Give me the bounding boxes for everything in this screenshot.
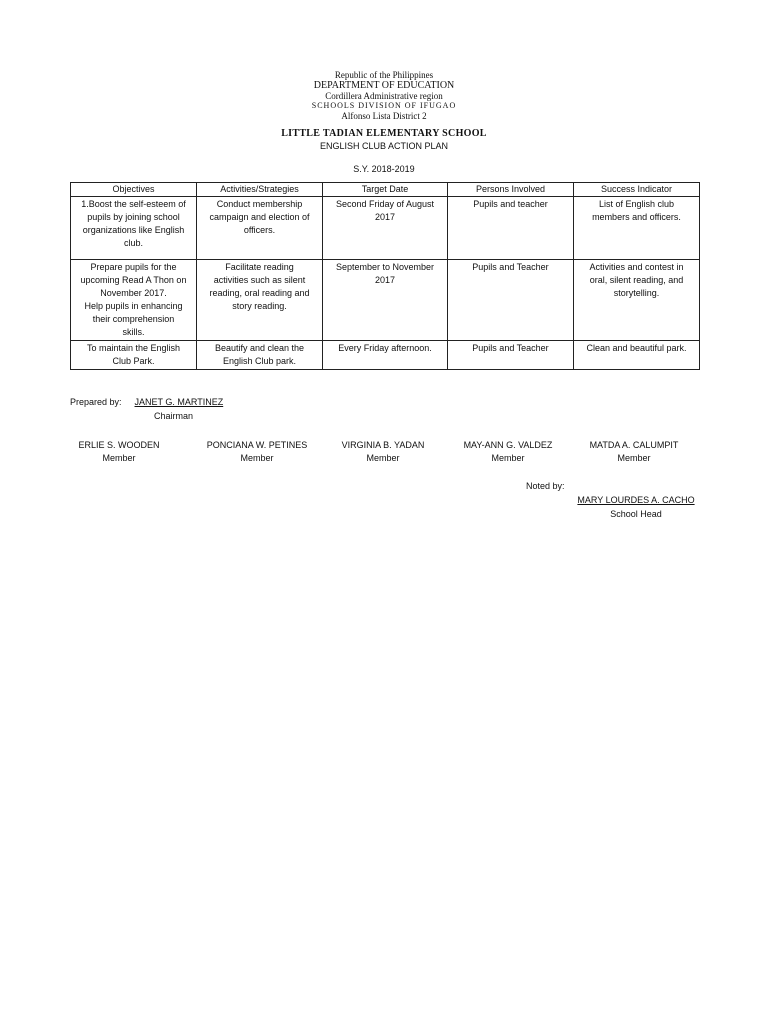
member-name: ERLIE S. WOODEN	[78, 440, 160, 450]
column-header-activities: Activities/Strategies	[197, 183, 323, 197]
cell-text: campaign and election of	[209, 212, 310, 222]
cell-text: oral, silent reading, and	[589, 275, 684, 285]
cell-text: storytelling.	[613, 288, 660, 298]
header-republic: Republic of the Philippines	[334, 70, 434, 80]
cell-indicator	[574, 341, 700, 370]
table-row	[71, 197, 700, 260]
cell-target-date	[323, 260, 448, 341]
cell-text: November 2017.	[100, 288, 167, 298]
cell-text: their comprehension	[92, 314, 175, 324]
cell-activities	[197, 341, 323, 370]
column-header-target-date: Target Date	[323, 183, 448, 197]
table-row	[71, 260, 700, 341]
cell-objectives	[71, 197, 197, 260]
action-plan-table	[70, 182, 700, 370]
header-department: DEPARTMENT OF EDUCATION	[313, 80, 455, 91]
school-year: S.Y. 2018-2019	[353, 164, 415, 174]
cell-indicator	[574, 260, 700, 341]
cell-text: Facilitate reading	[225, 262, 294, 272]
member-role: Member	[617, 453, 651, 463]
cell-target-date	[323, 341, 448, 370]
cell-text: story reading.	[232, 301, 287, 311]
cell-text: Prepare pupils for the	[90, 262, 177, 272]
cell-activities	[197, 260, 323, 341]
cell-text: Second Friday of August	[335, 199, 435, 209]
table-header-row	[71, 183, 700, 197]
member-role: Member	[240, 453, 274, 463]
cell-text: organizations like English	[82, 225, 185, 235]
cell-text: Clean and beautiful park.	[586, 343, 687, 353]
cell-text: activities such as silent	[213, 275, 306, 285]
header-district: Alfonso Lista District 2	[341, 111, 427, 121]
cell-objectives	[71, 260, 197, 341]
table-row	[71, 341, 700, 370]
school-head-role: School Head	[610, 509, 662, 519]
member-role: Member	[102, 453, 136, 463]
cell-persons	[448, 260, 574, 341]
prepared-by-label: Prepared by:	[70, 397, 122, 407]
cell-persons	[448, 341, 574, 370]
cell-text: pupils by joining school	[87, 212, 180, 222]
cell-text: Beautify and clean the	[214, 343, 305, 353]
cell-text: reading, oral reading and	[209, 288, 310, 298]
cell-text: Every Friday afternoon.	[338, 343, 432, 353]
cell-text: September to November	[335, 262, 435, 272]
cell-text: members and officers.	[592, 212, 681, 222]
cell-text: Club Park.	[112, 356, 155, 366]
member-signatory	[318, 439, 448, 465]
column-header-indicator: Success Indicator	[574, 183, 700, 197]
cell-text: Conduct membership	[216, 199, 303, 209]
member-name: MATDA A. CALUMPIT	[589, 440, 679, 450]
header-region: Cordillera Administrative region	[325, 91, 443, 101]
header-division: SCHOOLS DIVISION OF IFUGAO	[311, 101, 457, 110]
prepared-by	[70, 397, 223, 407]
prepared-by-role: Chairman	[154, 411, 194, 421]
member-signatory	[569, 439, 699, 465]
cell-target-date	[323, 197, 448, 260]
cell-text: Activities and contest in	[589, 262, 684, 272]
member-name: VIRGINIA B. YADAN	[341, 440, 425, 450]
cell-text: 2017	[374, 275, 396, 285]
member-name: MAY-ANN G. VALDEZ	[463, 440, 553, 450]
school-head-name: MARY LOURDES A. CACHO	[577, 495, 695, 505]
plan-title: ENGLISH CLUB ACTION PLAN	[319, 141, 449, 151]
member-signatory	[443, 439, 573, 465]
cell-text: List of English club	[598, 199, 675, 209]
member-role: Member	[366, 453, 400, 463]
cell-text: 1.Boost the self-esteem of	[81, 199, 186, 209]
member-role: Member	[491, 453, 525, 463]
cell-objectives	[71, 341, 197, 370]
noted-by-label: Noted by:	[526, 481, 565, 491]
cell-indicator	[574, 197, 700, 260]
cell-text: To maintain the English	[86, 343, 181, 353]
member-name: PONCIANA W. PETINES	[206, 440, 308, 450]
cell-text: 2017	[374, 212, 396, 222]
cell-text: club.	[123, 238, 143, 248]
cell-text: Help pupils in enhancing	[84, 301, 183, 311]
column-header-persons: Persons Involved	[448, 183, 574, 197]
cell-text: Pupils and Teacher	[472, 262, 549, 272]
member-signatory	[54, 439, 184, 465]
cell-text: officers.	[243, 225, 276, 235]
cell-text: skills.	[122, 327, 145, 337]
cell-activities	[197, 197, 323, 260]
cell-text: upcoming Read A Thon on	[80, 275, 187, 285]
cell-text: Pupils and Teacher	[472, 343, 549, 353]
member-signatory	[192, 439, 322, 465]
cell-text: Pupils and teacher	[473, 199, 548, 209]
cell-persons	[448, 197, 574, 260]
cell-text: English Club park.	[222, 356, 297, 366]
column-header-objectives: Objectives	[71, 183, 197, 197]
prepared-by-name: JANET G. MARTINEZ	[134, 397, 224, 407]
school-name: LITTLE TADIAN ELEMENTARY SCHOOL	[281, 128, 487, 139]
document-header	[0, 70, 768, 121]
